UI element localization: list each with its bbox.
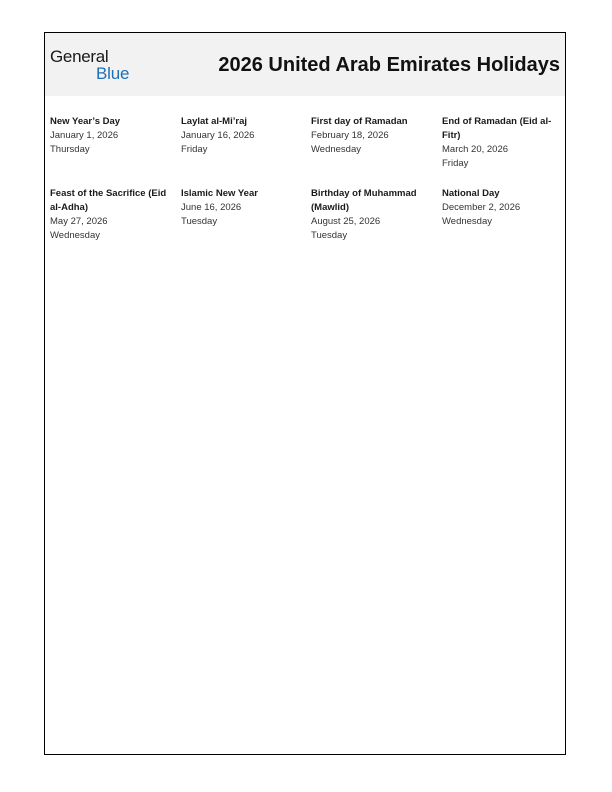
holiday-date: January 1, 2026 — [50, 130, 119, 141]
logo-text-blue: Blue — [96, 64, 130, 83]
holiday-weekday: Friday — [181, 144, 208, 155]
holiday-weekday: Wednesday — [50, 230, 100, 241]
holiday-date: February 18, 2026 — [311, 130, 389, 141]
holiday-name: Feast of the Sacrifice (Eid al-Adha) — [50, 188, 167, 213]
holiday-date: January 16, 2026 — [181, 130, 255, 141]
holiday-date: May 27, 2026 — [50, 216, 108, 227]
holiday-item — [311, 115, 435, 157]
holiday-item — [442, 115, 560, 171]
holiday-name: National Day — [442, 188, 500, 199]
holiday-name: End of Ramadan (Eid al-Fitr) — [442, 116, 552, 141]
holiday-name: Islamic New Year — [181, 188, 258, 199]
holiday-name: First day of Ramadan — [311, 116, 408, 127]
holiday-weekday: Wednesday — [442, 216, 492, 227]
holiday-weekday: Tuesday — [181, 216, 218, 227]
page-title: 2026 United Arab Emirates Holidays — [218, 54, 560, 76]
holiday-item — [50, 187, 174, 243]
logo — [50, 47, 140, 87]
holiday-item — [181, 115, 305, 157]
holiday-item — [311, 187, 435, 243]
page-frame — [44, 32, 566, 755]
header-band — [45, 33, 565, 96]
holiday-item — [50, 115, 174, 157]
holiday-name: Laylat al-Mi’raj — [181, 116, 247, 127]
holiday-date: December 2, 2026 — [442, 202, 521, 213]
holiday-item — [442, 187, 560, 229]
holiday-weekday: Wednesday — [311, 144, 361, 155]
holiday-item — [181, 187, 305, 229]
logo-text-general: General — [50, 47, 109, 66]
holiday-date: June 16, 2026 — [181, 202, 242, 213]
holiday-name: Birthday of Muhammad (Mawlid) — [311, 188, 417, 213]
holiday-weekday: Friday — [442, 158, 469, 169]
holiday-date: March 20, 2026 — [442, 144, 509, 155]
holiday-name: New Year’s Day — [50, 116, 121, 127]
holiday-weekday: Thursday — [50, 144, 90, 155]
holiday-date: August 25, 2026 — [311, 216, 381, 227]
holiday-weekday: Tuesday — [311, 230, 348, 241]
